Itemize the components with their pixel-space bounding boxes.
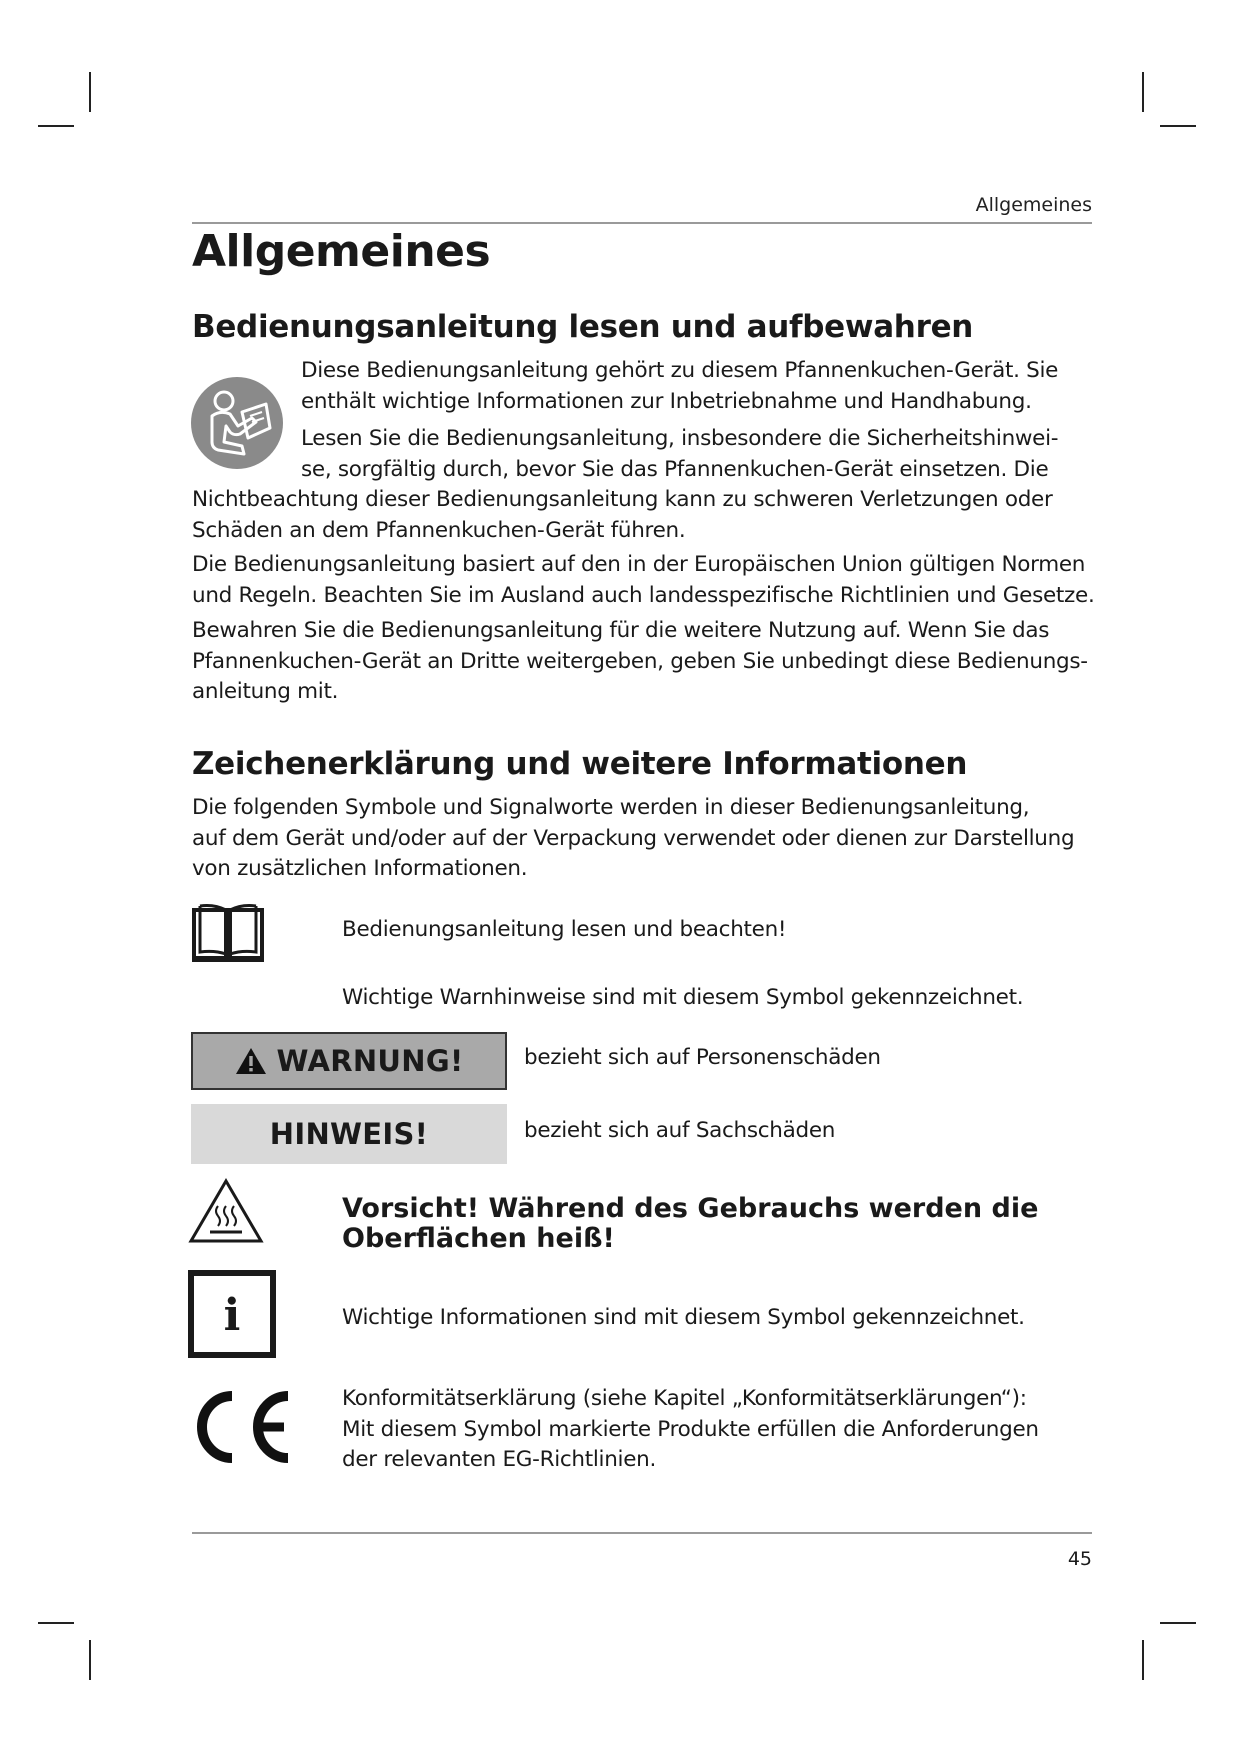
text-line: enthält wichtige Informationen zur Inbetriebnahme und Handhabung. — [301, 388, 1032, 414]
paragraph — [192, 550, 1095, 611]
text-line: Pfannenkuchen-Gerät an Dritte weitergeben, geben Sie unbedingt diese Bedienungs- — [192, 648, 1088, 674]
hint-signal-box — [191, 1104, 507, 1164]
text-line: Bewahren Sie die Bedienungsanleitung für die weitere Nutzung auf. Wenn Sie das — [192, 618, 1050, 643]
paragraph — [301, 356, 1058, 417]
hint-label: HINWEIS! — [269, 1117, 429, 1151]
warning-label: WARNUNG! — [276, 1044, 464, 1078]
hint-description: bezieht sich auf Sachschäden — [524, 1118, 836, 1143]
paragraph — [301, 424, 1058, 485]
text-line: Die folgenden Symbole und Signalworte werden in dieser Bedienungsanleitung, — [192, 795, 1030, 820]
crop-mark — [1160, 1622, 1196, 1624]
crop-mark — [38, 125, 74, 127]
text-line: der relevanten EG-Richtlinien. — [342, 1447, 657, 1472]
crop-mark — [38, 1622, 74, 1624]
ce-mark-icon — [188, 1388, 292, 1466]
page-number: 45 — [1067, 1548, 1092, 1570]
text-line: Schäden an dem Pfannenkuchen-Gerät führen. — [192, 517, 686, 543]
info-icon — [188, 1270, 276, 1358]
ce-symbol-text — [342, 1384, 1039, 1476]
text-line: Oberflächen heiß! — [342, 1223, 615, 1254]
paragraph — [192, 616, 1088, 708]
paragraph — [192, 485, 1053, 546]
running-head: Allgemeines — [975, 194, 1092, 216]
caution-hot-surfaces — [342, 1194, 1042, 1254]
warning-description: bezieht sich auf Personenschäden — [524, 1045, 881, 1070]
text-line: Nichtbeachtung dieser Bedienungsanleitung kann zu schweren Verletzungen oder — [192, 487, 1053, 512]
text-line: Konformitätserklärung (siehe Kapitel „Konformitätserklärungen“): — [342, 1386, 1027, 1411]
open-book-icon — [190, 902, 266, 964]
section-heading-symbols: Zeichenerklärung und weitere Informationen — [192, 746, 968, 782]
header-rule — [192, 222, 1092, 224]
text-line: anleitung mit. — [192, 679, 339, 704]
footer-rule — [192, 1532, 1092, 1534]
text-line: von zusätzlichen Informationen. — [192, 856, 528, 881]
hot-surface-warning-icon — [188, 1178, 264, 1244]
text-line: auf dem Gerät und/oder auf der Verpackung verwendet oder dienen zur Darstellung — [192, 825, 1075, 851]
crop-mark — [1160, 125, 1196, 127]
text-line: Die Bedienungsanleitung basiert auf den in der Europäischen Union gültigen Normen — [192, 552, 1086, 577]
read-manual-person-icon — [190, 376, 284, 470]
text-line: Vorsicht! Während des Gebrauchs werden die — [342, 1193, 1039, 1224]
info-symbol-text: Wichtige Informationen sind mit diesem Symbol gekennzeichnet. — [342, 1305, 1025, 1330]
text-line: Diese Bedienungsanleitung gehört zu diesem Pfannenkuchen-Gerät. Sie — [301, 358, 1059, 383]
text-line: und Regeln. Beachten Sie im Ausland auch landesspezifische Richtlinien und Gesetze. — [192, 582, 1095, 608]
section-heading-read-manual: Bedienungsanleitung lesen und aufbewahren — [192, 309, 974, 345]
text-line: se, sorgfältig durch, bevor Sie das Pfannenkuchen-Gerät einsetzen. Die — [301, 456, 1049, 482]
manual-symbol-text: Bedienungsanleitung lesen und beachten! — [342, 917, 787, 942]
crop-mark — [1142, 1640, 1144, 1680]
crop-mark — [89, 72, 91, 112]
crop-mark — [1142, 72, 1144, 112]
paragraph — [192, 793, 1074, 885]
text-line: Mit diesem Symbol markierte Produkte erfüllen die Anforderungen — [342, 1416, 1039, 1442]
warning-intro-text: Wichtige Warnhinweise sind mit diesem Symbol gekennzeichnet. — [342, 985, 1024, 1010]
warning-triangle-icon — [235, 1047, 267, 1075]
page-title: Allgemeines — [192, 226, 491, 277]
svg-text:i: i — [223, 1290, 241, 1341]
text-line: Lesen Sie die Bedienungsanleitung, insbesondere die Sicherheitshinwei- — [301, 426, 1059, 451]
warning-signal-box — [191, 1032, 507, 1090]
crop-mark — [89, 1640, 91, 1680]
